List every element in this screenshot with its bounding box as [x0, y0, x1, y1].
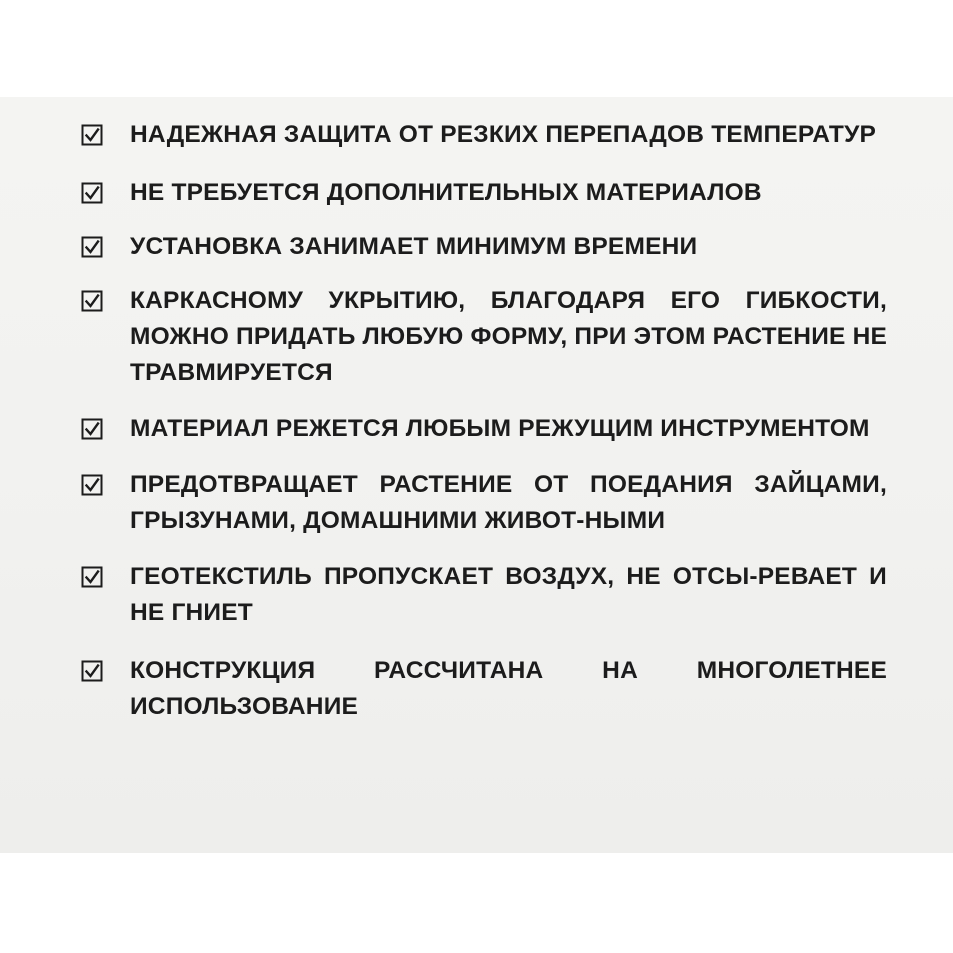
checklist-item	[75, 411, 887, 447]
checklist-item-text: ГЕОТЕКСТИЛЬ ПРОПУСКАЕТ ВОЗДУХ, НЕ ОТСЫ-РЕВАЕТ И НЕ ГНИЕТ	[130, 563, 887, 626]
checklist-item-text: КОНСТРУКЦИЯ РАССЧИТАНА НА МНОГОЛЕТНЕЕ ИСПОЛЬЗОВАНИЕ	[130, 657, 887, 720]
checked-box-icon	[81, 236, 103, 258]
checked-box-icon	[81, 566, 103, 588]
checklist-item	[75, 467, 887, 539]
checklist-item-text: КАРКАСНОМУ УКРЫТИЮ, БЛАГОДАРЯ ЕГО ГИБКОСТИ, МОЖНО ПРИДАТЬ ЛЮБУЮ ФОРМУ, ПРИ ЭТОМ РАСТЕНИЕ НЕ ТРАВМИРУЕТСЯ	[130, 287, 887, 386]
checklist-item	[75, 229, 887, 265]
checklist-item-text: ПРЕДОТВРАЩАЕТ РАСТЕНИЕ ОТ ПОЕДАНИЯ ЗАЙЦАМИ, ГРЫЗУНАМИ, ДОМАШНИМИ ЖИВОТ-НЫМИ	[130, 471, 887, 534]
checklist-item	[75, 117, 887, 153]
checklist-item	[75, 653, 887, 725]
checklist-item	[75, 175, 887, 211]
checklist-item	[75, 559, 887, 631]
checklist-item-text: МАТЕРИАЛ РЕЖЕТСЯ ЛЮБЫМ РЕЖУЩИМ ИНСТРУМЕНТОМ	[130, 415, 870, 442]
checklist-item-text: УСТАНОВКА ЗАНИМАЕТ МИНИМУМ ВРЕМЕНИ	[130, 233, 698, 260]
checked-box-icon	[81, 474, 103, 496]
checklist-item-text: НЕ ТРЕБУЕТСЯ ДОПОЛНИТЕЛЬНЫХ МАТЕРИАЛОВ	[130, 179, 762, 206]
checklist-item	[75, 283, 887, 391]
checked-box-icon	[81, 182, 103, 204]
feature-checklist	[75, 117, 887, 725]
checklist-item-text: НАДЕЖНАЯ ЗАЩИТА ОТ РЕЗКИХ ПЕРЕПАДОВ ТЕМПЕРАТУР	[130, 121, 877, 148]
checked-box-icon	[81, 660, 103, 682]
checked-box-icon	[81, 124, 103, 146]
checked-box-icon	[81, 418, 103, 440]
checked-box-icon	[81, 290, 103, 312]
